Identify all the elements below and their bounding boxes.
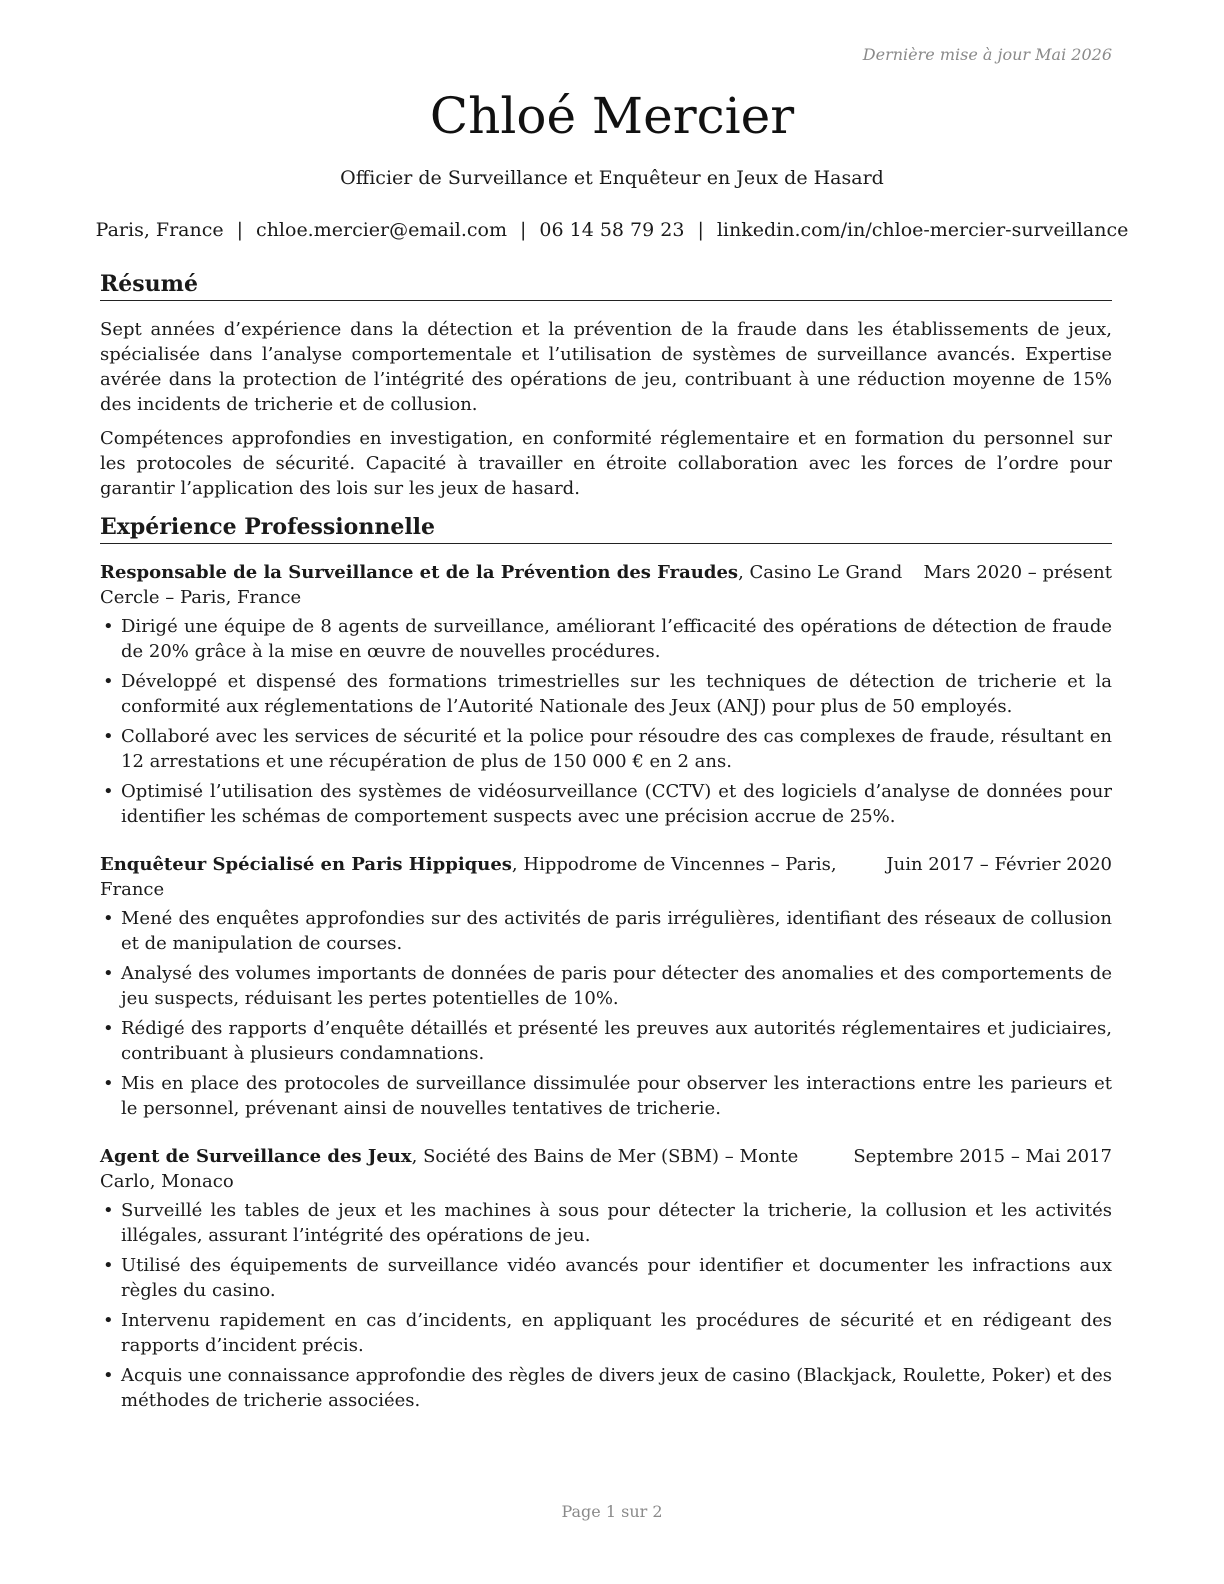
bullet-icon: •	[103, 907, 114, 929]
bullet-icon: •	[103, 1199, 114, 1221]
bullet-text: Développé et dispensé des formations trimestrielles sur les techniques de détection de tricherie et la conformité aux réglementations de l’Autorité Nationale des Jeux (ANJ) pour plus de 50 employés.	[121, 670, 1112, 717]
bullet-icon: •	[103, 962, 114, 984]
bullet-icon: •	[103, 1072, 114, 1094]
list-item	[100, 614, 1112, 664]
list-item	[100, 961, 1112, 1011]
list-item	[100, 1071, 1112, 1121]
job-role: Enquêteur Spécialisé en Paris Hippiques	[100, 853, 512, 875]
bullet-text: Utilisé des équipements de surveillance vidéo avancés pour identifier et documenter les infractions aux règles du casino.	[121, 1254, 1112, 1301]
job-header	[100, 852, 1112, 902]
summary-paragraph: Compétences approfondies en investigation, en conformité réglementaire et en formation du personnel sur les protocoles de sécurité. Capacité à travailler en étroite collaboration avec les forces de l’ordre pour garantir l’application des lois sur les jeux de hasard.	[100, 427, 1112, 499]
job-header	[100, 560, 1112, 610]
candidate-title: Officier de Surveillance et Enquêteur en Jeux de Hasard	[340, 167, 884, 189]
contact-linkedin[interactable]: linkedin.com/in/chloe-mercier-surveillance	[716, 219, 1129, 241]
bullet-text: Dirigé une équipe de 8 agents de surveillance, améliorant l’efficacité des opérations de détection de fraude de 20% grâce à la mise en œuvre de nouvelles procédures.	[121, 615, 1112, 662]
job-bullets	[100, 614, 1112, 829]
summary-section	[100, 271, 1112, 501]
bullet-text: Optimisé l’utilisation des systèmes de vidéosurveillance (CCTV) et des logiciels d’analyse de données pour identifier les schémas de comportement suspects avec une précision accrue de 25%.	[121, 780, 1112, 827]
job-entry	[100, 560, 1112, 829]
bullet-text: Analysé des volumes importants de données de paris pour détecter des anomalies et des comportements de jeu suspects, réduisant les pertes potentielles de 10%.	[121, 962, 1112, 1009]
experience-heading: Expérience Professionnelle	[100, 514, 1112, 544]
bullet-text: Mis en place des protocoles de surveillance dissimulée pour observer les interactions entre les parieurs et le personnel, prévenant ainsi de nouvelles tentatives de tricherie.	[121, 1072, 1112, 1119]
job-role: Responsable de la Surveillance et de la Prévention des Fraudes	[100, 561, 739, 583]
bullet-text: Surveillé les tables de jeux et les machines à sous pour détecter la tricherie, la collusion et les activités illégales, assurant l’intégrité des opérations de jeu.	[121, 1199, 1112, 1246]
list-item	[100, 669, 1112, 719]
bullet-icon: •	[103, 1254, 114, 1276]
contact-location: Paris, France	[95, 219, 224, 241]
job-company: , Casino Le Grand Cercle – Paris, France	[100, 561, 903, 608]
list-item	[100, 1253, 1112, 1303]
bullet-text: Intervenu rapidement en cas d’incidents, en appliquant les procédures de sécurité et en rédigeant des rapports d’incident précis.	[121, 1309, 1112, 1356]
summary-paragraph: Sept années d’expérience dans la détection et la prévention de la fraude dans les établissements de jeux, spécialisée dans l’analyse comportementale et l’utilisation de systèmes de surveillance avancés. Expertise avérée dans la protection de l’intégrité des opérations de jeu, contribuant à une réduction moyenne de 15% des incidents de tricherie et de collusion.	[100, 318, 1112, 415]
job-dates: Septembre 2015 – Mai 2017	[853, 1145, 1112, 1167]
contact-separator: |	[697, 219, 704, 241]
list-item	[100, 906, 1112, 956]
contact-email[interactable]: chloe.mercier@email.com	[256, 219, 507, 241]
job-company: , Hippodrome de Vincennes – Paris, France	[100, 853, 837, 900]
bullet-text: Rédigé des rapports d’enquête détaillés et présenté les preuves aux autorités réglementaires et judiciaires, contribuant à plusieurs condamnations.	[121, 1017, 1112, 1064]
job-bullets	[100, 1198, 1112, 1413]
job-company: , Société des Bains de Mer (SBM) – Monte Carlo, Monaco	[100, 1145, 799, 1192]
bullet-icon: •	[103, 780, 114, 802]
list-item	[100, 1363, 1112, 1413]
list-item	[100, 1308, 1112, 1358]
experience-section	[100, 514, 1112, 1418]
list-item	[100, 1198, 1112, 1248]
summary-heading: Résumé	[100, 271, 1112, 301]
bullet-icon: •	[103, 1309, 114, 1331]
bullet-icon: •	[103, 615, 114, 637]
list-item	[100, 1016, 1112, 1066]
bullet-icon: •	[103, 1017, 114, 1039]
candidate-name: Chloé Mercier	[429, 87, 795, 145]
contact-line	[0, 219, 1224, 241]
job-header	[100, 1144, 1112, 1194]
job-entry	[100, 852, 1112, 1121]
bullet-text: Acquis une connaissance approfondie des règles de divers jeux de casino (Blackjack, Roulette, Poker) et des méthodes de tricherie associées.	[121, 1364, 1112, 1411]
list-item	[100, 779, 1112, 829]
job-dates: Juin 2017 – Février 2020	[886, 853, 1112, 875]
contact-phone: 06 14 58 79 23	[539, 219, 685, 241]
last-updated-note: Dernière mise à jour Mai 2026	[862, 45, 1112, 64]
bullet-text: Collaboré avec les services de sécurité et la police pour résoudre des cas complexes de fraude, résultant en 12 arrestations et une récupération de plus de 150 000 € en 2 ans.	[121, 725, 1112, 772]
list-item	[100, 724, 1112, 774]
contact-separator: |	[520, 219, 527, 241]
bullet-text: Mené des enquêtes approfondies sur des activités de paris irrégulières, identifiant des réseaux de collusion et de manipulation de courses.	[121, 907, 1112, 954]
bullet-icon: •	[103, 670, 114, 692]
contact-separator: |	[236, 219, 244, 241]
job-dates: Mars 2020 – présent	[923, 561, 1112, 583]
job-role: Agent de Surveillance des Jeux	[100, 1145, 412, 1167]
bullet-icon: •	[103, 725, 114, 747]
bullet-icon: •	[103, 1364, 114, 1386]
job-bullets	[100, 906, 1112, 1121]
job-entry	[100, 1144, 1112, 1413]
page-number: Page 1 sur 2	[561, 1502, 663, 1521]
